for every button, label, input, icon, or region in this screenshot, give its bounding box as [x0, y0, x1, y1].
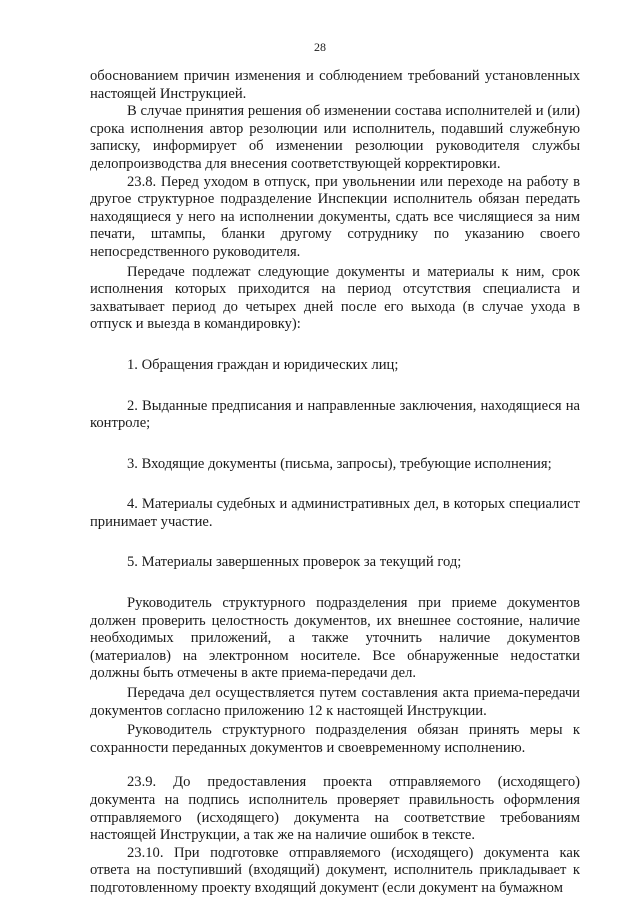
list-item-5: 5. Материалы завершенных проверок за текущий год;: [127, 554, 462, 571]
paragraph-23-10: 23.10. При подготовке отправляемого (исходящего) документа как ответа на поступивший (входящий) документ, исполнитель прикладывает к подготовленному проекту входящий документ (если документ на бумажном: [90, 844, 580, 896]
paragraph-head-check: Руководитель структурного подразделения при приеме документов должен проверить целостность документов, их внешнее состояние, наличие необходимых приложений, а также уточнить наличие документов (материалов) на электронном носителе. Все обнаруженные недостатки должны быть отмечены в акте приема-передачи дел.: [90, 595, 580, 682]
paragraph-continuation: обоснованием причин изменения и соблюдением требований установленных настоящей Инструкцией.: [90, 68, 580, 102]
page-number: 28: [314, 40, 326, 54]
paragraph-transfer-act: Передача дел осуществляется путем составления акта приема-передачи документов согласно приложению 12 к настоящей Инструкции.: [90, 685, 580, 719]
paragraph-executor-change: В случае принятия решения об изменении состава исполнителей и (или) срока исполнения автор резолюции или исполнитель, подавший служебную записку, информирует об изменении резолюции руководителя службы делопроизводства для внесения соответствующей корректировки.: [90, 103, 580, 172]
list-item-1: 1. Обращения граждан и юридических лиц;: [127, 356, 399, 373]
paragraph-head-measures: Руководитель структурного подразделения обязан принять меры к сохранности переданных документов и своевременному исполнению.: [90, 722, 580, 756]
paragraph-23-8: 23.8. Перед уходом в отпуск, при увольнении или переходе на работу в другое структурное подразделение Инспекции исполнитель обязан передать находящиеся у него на исполнении документы, сдать все числящиеся за ним печати, штампы, бланки другому сотруднику по указанию своего непосредственного руководителя.: [90, 173, 580, 260]
document-body: [90, 68, 580, 898]
list-item-4: 4. Материалы судебных и административных дел, в которых специалист принимает участие.: [90, 496, 580, 530]
list-item-2: 2. Выданные предписания и направленные заключения, находящиеся на контроле;: [90, 397, 580, 432]
list-item-3: 3. Входящие документы (письма, запросы), требующие исполнения;: [127, 455, 552, 472]
paragraph-23-9: 23.9. До предоставления проекта отправляемого (исходящего) документа на подпись исполнитель проверяет правильность оформления отправляемого (исходящего) документа на соответствие требованиям настоящей Инструкции, а так же на наличие ошибок в тексте.: [90, 774, 580, 844]
paragraph-transfer-list-intro: Передаче подлежат следующие документы и материалы к ним, срок исполнения которых приходится на период отсутствия специалиста и захватывает период до четырех дней после его выхода (в случае ухода в отпуск и выезда в командировку):: [90, 263, 580, 333]
